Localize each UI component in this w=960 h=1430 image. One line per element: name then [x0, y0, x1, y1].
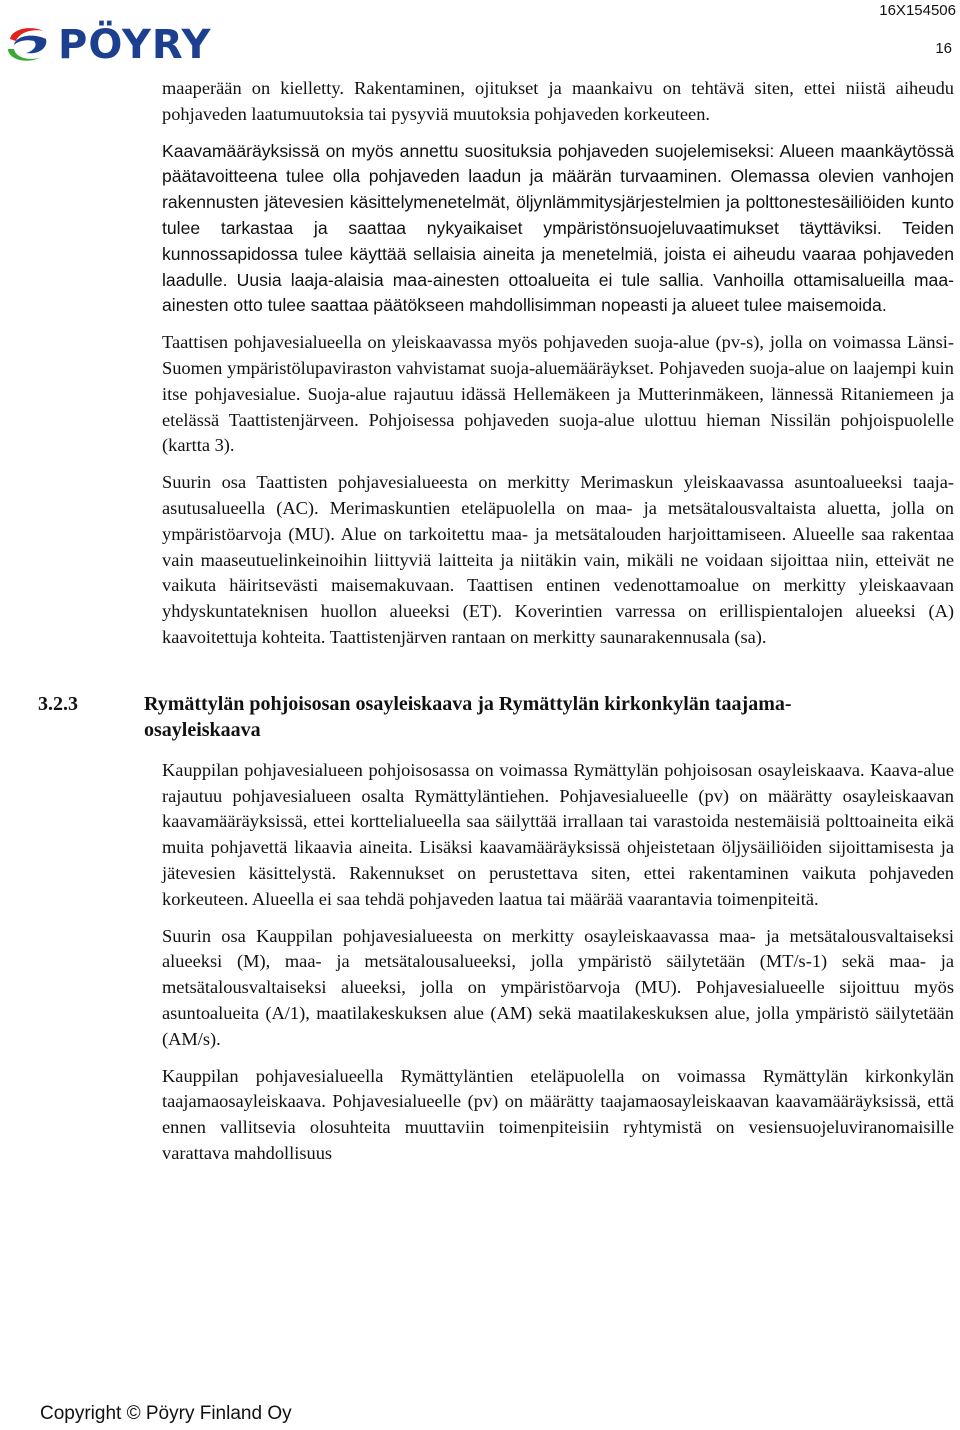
body-paragraph: maaperään on kielletty. Rakentaminen, ojitukset ja maankaivu on tehtävä siten, ettei niistä aiheudu pohjaveden laatumuutoksia tai pysyviä muutoksia pohjaveden korkeuteen.	[162, 78, 954, 124]
poyry-logo	[4, 24, 254, 66]
poyry-logo-mark-icon	[4, 25, 54, 65]
copyright-footer: Copyright © Pöyry Finland Oy	[40, 1403, 292, 1424]
page-number: 16	[935, 40, 952, 57]
section-heading	[0, 691, 960, 743]
section-paragraph: Kauppilan pohjavesialueen pohjoisosassa on voimassa Rymättylän pohjoisosan osayleiskaava. Kaava-alue rajautuu pohjavesialueen osalta Rymättyläntiehen. Pohjavesialueelle (pv) on määrätty osayleiskaavan kaavamääräyksissä, ettei korttelialueella saa säilyttää irrallaan tai varastoida nestemäisiä polttoaineita eikä muita pohjavettä likaavia aineita. Lisäksi kaavamääräyksissä ohjeistetaan öljysäiliöiden sijoittamisesta ja jätevesien käsittelystä. Rakennukset on perustettava siten, ettei rakentaminen vaikuta pohjaveden korkeuteen. Alueella ei saa tehdä pohjaveden laatua tai määrää vaarantavia toimenpiteitä.	[162, 759, 954, 909]
page-header	[0, 0, 960, 70]
document-id: 16X154506	[879, 2, 956, 19]
section-title: Rymättylän pohjoisosan osayleiskaava ja Rymättylän kirkonkylän taajama-osayleiskaava	[144, 692, 792, 741]
section-paragraph: Suurin osa Kauppilan pohjavesialueesta on merkitty osayleiskaavassa maa- ja metsätalousvaltaiseksi alueeksi (M), maa- ja metsätalousalueeksi, jolla ympäristö säilytetään (MT/s-1) sekä maa- ja metsätalousvaltaiseksi alueeksi, jolla on ympäristöarvoja (MU). Pohjavesialueelle sijoittuu myös asuntoalueita (A/1), maatilakeskuksen alue (AM) sekä maatilakeskuksen alue, jolla ympäristö säilytetään (AM/s).	[162, 925, 954, 1049]
section-number: 3.2.3	[38, 692, 78, 715]
body-paragraph: Taattisen pohjavesialueella on yleiskaavassa myös pohjaveden suoja-alue (pv-s), jolla on voimassa Länsi-Suomen ympäristölupaviraston vahvistamat suoja-aluemääräykset. Pohjaveden suoja-alue on laajempi kuin itse pohjavesialue. Suoja-alue rajautuu idässä Hellemäkeen ja Mutterinmäkeen, lännessä Ritaniemeen ja etelässä Taattistenjärveen. Pohjoisessa pohjaveden suoja-alue ulottuu hieman Nissilän pohjoispuolelle (kartta 3).	[162, 332, 954, 456]
page-body	[0, 76, 960, 1167]
section-paragraph: Kauppilan pohjavesialueella Rymättyläntien eteläpuolella on voimassa Rymättylän kirkonkylän taajamaosayleiskaava. Pohjavesialueelle (pv) on määrätty taajamaosayleiskaavan kaavamääräyksissä, että ennen vallitsevia olosuhteita muuttaviin toimenpiteisiin ryhtymistä on vesiensuojeluviranomaisille varattava mahdollisuus	[162, 1065, 954, 1163]
logo-wordmark: PÖYRY	[58, 22, 212, 68]
body-paragraph: Kaavamääräyksissä on myös annettu suosituksia pohjaveden suojelemiseksi: Alueen maankäytössä päätavoitteena tulee olla pohjaveden laadun ja määrän turvaaminen. Olemassa olevien vanhojen rakennusten jätevesien käsittelymenetelmät, öljynlämmitysjärjestelmien ja polttonestesäiliöiden kunto tulee tarkastaa ja saattaa nykyaikaiset ympäristönsuojeluvaatimukset täyttäviksi. Teiden kunnossapidossa tulee käyttää sellaisia aineita ja menetelmiä, joista ei aiheudu vaaraa pohjaveden laadulle. Uusia laaja-alaisia maa-ainesten ottoalueita ei tule sallia. Vanhoilla ottamisalueilla maa-ainesten otto tulee saattaa päätökseen mahdollisimman nopeasti ja alueet tulee maisemoida.	[162, 140, 954, 316]
body-paragraph: Suurin osa Taattisten pohjavesialueesta on merkitty Merimaskun yleiskaavassa asuntoalueeksi taaja-asutusalueella (AC). Merimaskuntien eteläpuolella on maa- ja metsätalousvaltaista aluetta, jolla on ympäristöarvoja (MU). Alue on tarkoitettu maa- ja metsätalouden harjoittamiseen. Alueelle saa rakentaa vain maaseutuelinkeinoihin liittyviä laitteita ja niitäkin vain, mikäli ne voidaan sijoittaa niin, etteivät ne vaikuta häiritsevästi maisemakuvaan. Taattisen entinen vedenottamoalue on merkitty yleiskaavaan yhdyskuntateknisen huollon alueeksi (ET). Koverintien varressa on erillispientalojen alueeksi (A) kaavoitettuja kohteita. Taattistenjärven rantaan on merkitty saunarakennusala (sa).	[162, 472, 954, 647]
